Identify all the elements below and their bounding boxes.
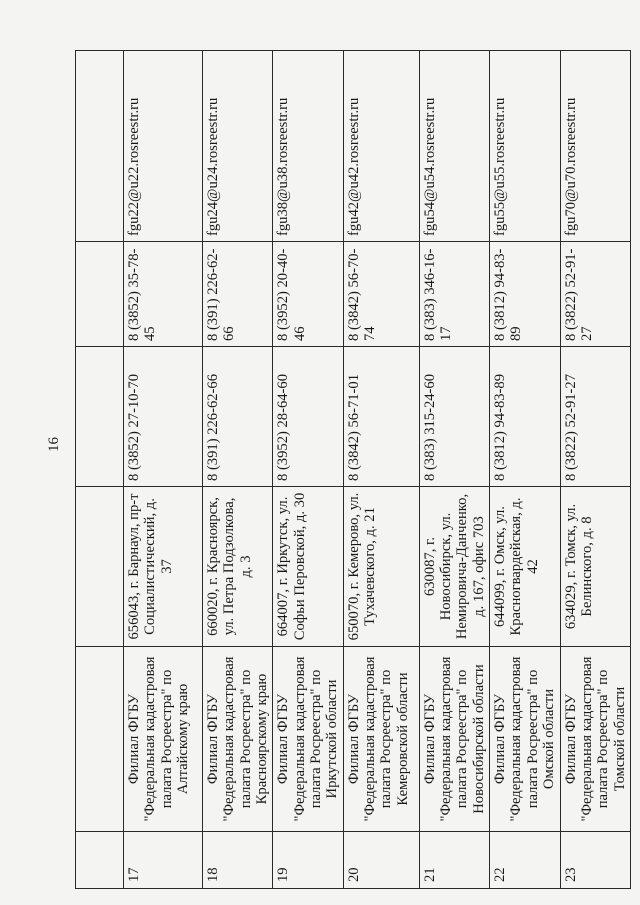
- phone-secondary: 8 (3842) 56-70-74: [343, 242, 419, 347]
- email-link[interactable]: fgu24@u24.rosreestr.ru: [203, 51, 273, 242]
- branch-name: Филиал ФГБУ "Федеральная кадастровая палата Росреестра" по Кемеровской области: [343, 647, 419, 832]
- branch-address: 656043, г. Барнаул, пр-т Социалистический, д. 37: [124, 487, 203, 647]
- branch-table: [75, 50, 631, 889]
- blank-cell: [76, 242, 124, 347]
- email-link[interactable]: fgu38@u38.rosreestr.ru: [273, 51, 343, 242]
- branch-address: 630087, г. Новосибирск, ул. Немировича-Данченко, д. 167, офис 703: [419, 487, 489, 647]
- email-link[interactable]: fgu22@u22.rosreestr.ru: [124, 51, 203, 242]
- table-row-blank-top: [76, 51, 124, 889]
- table-row: [419, 51, 489, 889]
- email-link[interactable]: fgu42@u42.rosreestr.ru: [343, 51, 419, 242]
- row-number: 20: [343, 832, 419, 889]
- email-link[interactable]: fgu54@u54.rosreestr.ru: [419, 51, 489, 242]
- row-number: 22: [490, 832, 560, 889]
- phone-secondary: 8 (3952) 20-40-46: [273, 242, 343, 347]
- phone-primary: 8 (391) 226-62-66: [203, 347, 273, 487]
- branch-address: 644099, г. Омск, ул. Красногвардейская, д. 42: [490, 487, 560, 647]
- table-row: [203, 51, 273, 889]
- branch-name: Филиал ФГБУ "Федеральная кадастровая палата Росреестра" по Иркутской области: [273, 647, 343, 832]
- table-row: [560, 51, 630, 889]
- phone-primary: 8 (3852) 27-10-70: [124, 347, 203, 487]
- table-row: [490, 51, 560, 889]
- branch-address: 660020, г. Красноярск, ул. Петра Подзолкова, д. 3: [203, 487, 273, 647]
- branch-name: Филиал ФГБУ "Федеральная кадастровая палата Росреестра" по Новосибирской области: [419, 647, 489, 832]
- phone-secondary: 8 (391) 226-62-66: [203, 242, 273, 347]
- branch-name: Филиал ФГБУ "Федеральная кадастровая палата Росреестра" по Алтайскому краю: [124, 647, 203, 832]
- row-number: 21: [419, 832, 489, 889]
- phone-primary: 8 (3822) 52-91-27: [560, 347, 630, 487]
- branch-name: Филиал ФГБУ "Федеральная кадастровая палата Росреестра" по Красноярскому краю: [203, 647, 273, 832]
- branch-address: 664007, г. Иркутск, ул. Софьи Перовской, д. 30: [273, 487, 343, 647]
- email-link[interactable]: fgu55@u55.rosreestr.ru: [490, 51, 560, 242]
- phone-secondary: 8 (383) 346-16-17: [419, 242, 489, 347]
- branch-name: Филиал ФГБУ "Федеральная кадастровая палата Росреестра" по Томской области: [560, 647, 630, 832]
- blank-cell: [76, 347, 124, 487]
- table-row: [124, 51, 203, 889]
- blank-cell: [76, 51, 124, 242]
- phone-primary: 8 (3842) 56-71-01: [343, 347, 419, 487]
- blank-cell: [76, 647, 124, 832]
- phone-secondary: 8 (3852) 35-78-45: [124, 242, 203, 347]
- row-number: 18: [203, 832, 273, 889]
- branch-name: Филиал ФГБУ "Федеральная кадастровая палата Росреестра" по Омской области: [490, 647, 560, 832]
- blank-cell: [76, 487, 124, 647]
- table-row: [343, 51, 419, 889]
- phone-primary: 8 (383) 315-24-60: [419, 347, 489, 487]
- row-number: 17: [124, 832, 203, 889]
- page-number: 16: [46, 437, 62, 452]
- phone-secondary: 8 (3812) 94-83-89: [490, 242, 560, 347]
- table-row: [273, 51, 343, 889]
- blank-cell: [76, 832, 124, 889]
- branch-address: 634029, г. Томск, ул. Белинского, д. 8: [560, 487, 630, 647]
- row-number: 23: [560, 832, 630, 889]
- phone-primary: 8 (3812) 94-83-89: [490, 347, 560, 487]
- phone-primary: 8 (3952) 28-64-60: [273, 347, 343, 487]
- row-number: 19: [273, 832, 343, 889]
- email-link[interactable]: fgu70@u70.rosreestr.ru: [560, 51, 630, 242]
- rotated-table-container: [75, 51, 628, 889]
- phone-secondary: 8 (3822) 52-91-27: [560, 242, 630, 347]
- branch-address: 650070, г. Кемерово, ул. Тухачевского, д. 21: [343, 487, 419, 647]
